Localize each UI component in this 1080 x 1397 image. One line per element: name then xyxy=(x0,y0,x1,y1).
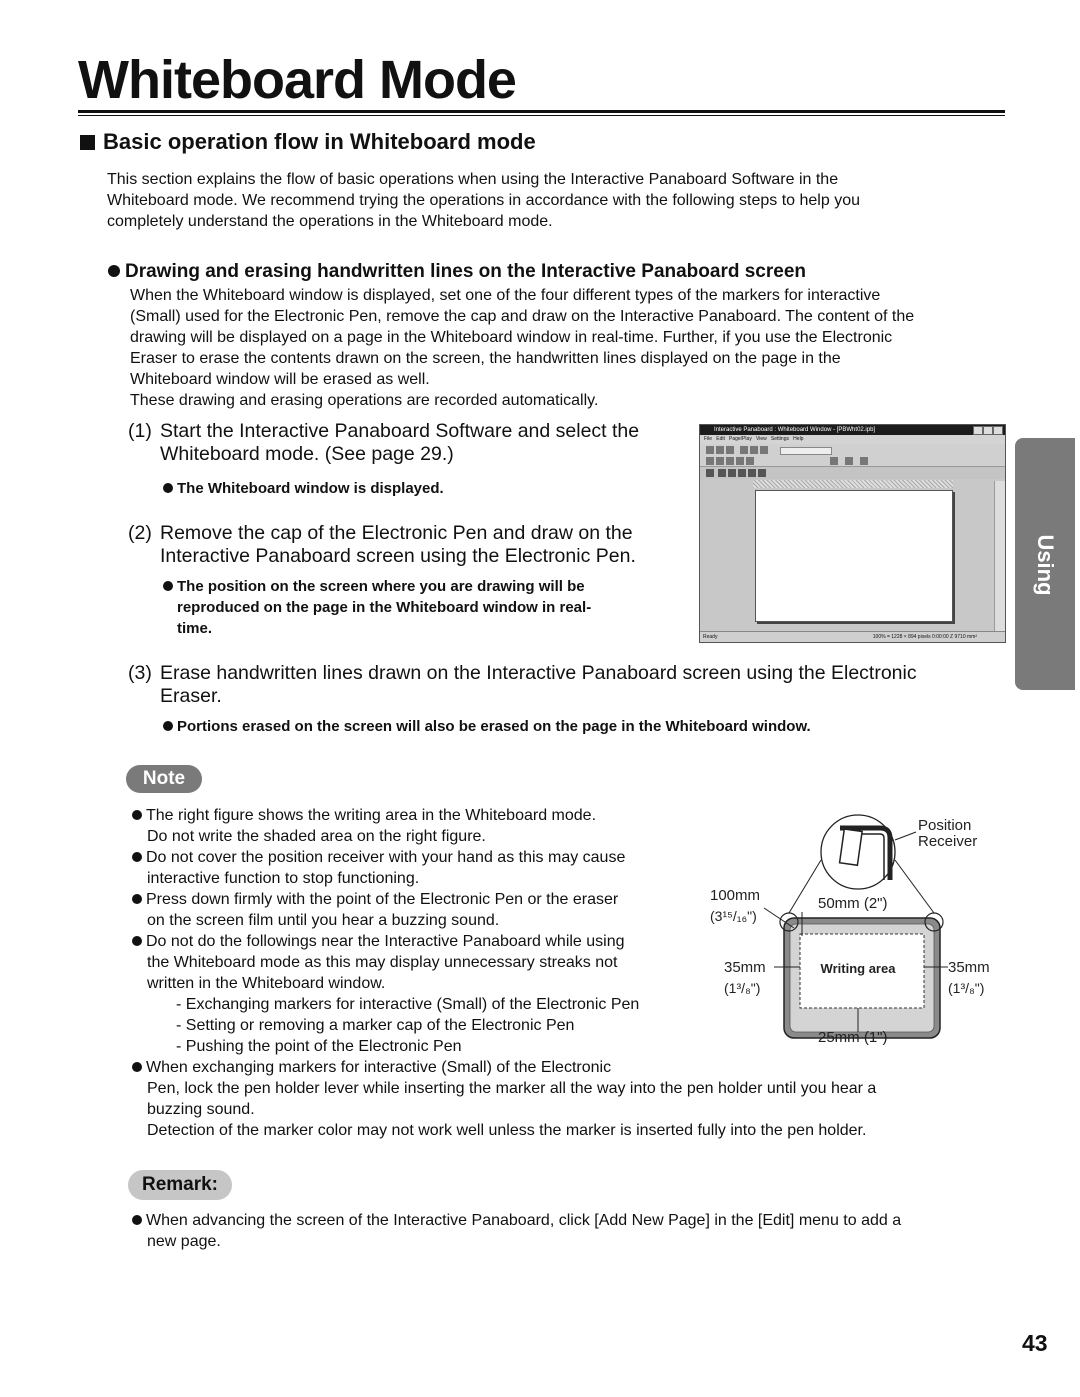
title-rule xyxy=(78,110,1005,113)
intro-line: Whiteboard mode. We recommend trying the operations in accordance with the following steps to help you xyxy=(107,192,860,209)
side-tab-label: Using xyxy=(1033,534,1058,596)
note-text: Do not do the followings near the Interactive Panaboard while using xyxy=(146,933,625,950)
sub-paragraph xyxy=(130,285,1000,390)
menu-file: File xyxy=(704,436,713,442)
dim-35mm-right-inch: (1³/₈") xyxy=(948,980,985,996)
circle-bullet-icon xyxy=(163,721,173,731)
step-note-text: reproduced on the page in the Whiteboard window in real- xyxy=(177,599,592,616)
step-text: Erase handwritten lines drawn on the Interactive Panaboard screen using the Electronic xyxy=(160,662,917,684)
note-text: the Whiteboard mode as this may display unnecessary streaks not xyxy=(147,954,618,971)
note-text: The right figure shows the writing area in the Whiteboard mode. xyxy=(146,807,597,824)
note-text: Do not cover the position receiver with your hand as this may cause xyxy=(146,849,626,866)
title-rule-thin xyxy=(78,115,1005,116)
whiteboard-window-screenshot xyxy=(699,424,1006,643)
section-heading xyxy=(80,128,536,156)
sub-paragraph-line: Eraser to erase the contents drawn on the screen, the handwritten lines displayed on the page in the xyxy=(130,350,841,367)
step-1-note xyxy=(163,478,444,499)
step-text: Whiteboard mode. (See page 29.) xyxy=(160,443,454,465)
note-text: Do not write the shaded area on the right figure. xyxy=(147,828,486,845)
dim-35mm-left: 35mm xyxy=(724,959,766,976)
position-label: Position xyxy=(918,817,972,834)
writing-area-diagram xyxy=(690,810,1010,1060)
note-text: Pen, lock the pen holder lever while inserting the marker all the way into the pen holder until you hear a xyxy=(147,1080,877,1097)
window-toolbar xyxy=(700,444,1005,467)
circle-bullet-icon xyxy=(163,483,173,493)
step-2 xyxy=(128,522,636,568)
circle-bullet-icon xyxy=(108,265,120,277)
pen-toolbar xyxy=(700,467,1005,479)
whiteboard-page xyxy=(755,490,953,622)
step-3-note xyxy=(163,716,811,737)
step-text: Interactive Panaboard screen using the Electronic Pen. xyxy=(160,545,636,567)
maximize-icon xyxy=(983,426,993,435)
step-number: (1) xyxy=(128,420,152,442)
circle-bullet-icon xyxy=(132,1062,142,1072)
vertical-scrollbar xyxy=(994,481,1005,631)
step-note-text: The Whiteboard window is displayed. xyxy=(177,480,444,497)
circle-bullet-icon xyxy=(132,936,142,946)
note-text: When exchanging markers for interactive (Small) of the Electronic xyxy=(146,1059,612,1076)
step-3 xyxy=(128,662,1008,708)
remark-line: When advancing the screen of the Interactive Panaboard, click [Add New Page] in the [Edit] menu to add a xyxy=(146,1212,902,1229)
page-title: Whiteboard Mode xyxy=(78,50,516,110)
shaded-area xyxy=(753,480,953,488)
note-text: buzzing sound. xyxy=(147,1101,255,1118)
square-bullet-icon xyxy=(80,135,95,150)
menu-edit: Edit xyxy=(716,436,725,442)
step-number: (2) xyxy=(128,522,152,544)
close-icon xyxy=(993,426,1003,435)
note-text: written in the Whiteboard window. xyxy=(147,975,386,992)
dim-25mm: 25mm (1") xyxy=(818,1029,888,1046)
note-subitem: - Exchanging markers for interactive (Small) of the Electronic Pen xyxy=(176,996,640,1013)
intro-line: This section explains the flow of basic operations when using the Interactive Panaboard Software in the xyxy=(107,171,839,188)
step-2-note xyxy=(163,576,673,639)
step-text: Start the Interactive Panaboard Software and select the xyxy=(160,420,640,442)
receiver-label: Receiver xyxy=(918,833,978,850)
circle-bullet-icon xyxy=(132,1215,142,1225)
note-text: interactive function to stop functioning. xyxy=(147,870,420,887)
sub-paragraph-line: Whiteboard window will be erased as well. xyxy=(130,371,430,388)
circle-bullet-icon xyxy=(132,894,142,904)
sub-paragraph-line: (Small) used for the Electronic Pen, remove the cap and draw on the Interactive Panaboard. The content of the xyxy=(130,308,915,325)
note-text: Press down firmly with the point of the Electronic Pen or the eraser xyxy=(146,891,619,908)
page-number: 43 xyxy=(1022,1330,1048,1356)
menu-view: View xyxy=(756,436,767,442)
step-text: Remove the cap of the Electronic Pen and draw on the xyxy=(160,522,633,544)
intro-line: completely understand the operations in the Whiteboard mode. xyxy=(107,213,553,230)
sub-heading xyxy=(108,260,806,284)
note-text: on the screen film until you hear a buzzing sound. xyxy=(147,912,500,929)
step-number: (3) xyxy=(128,662,152,684)
menu-page-play: Page/Play xyxy=(729,436,752,442)
window-titlebar xyxy=(700,425,1005,435)
step-note-text: The position on the screen where you are drawing will be xyxy=(177,578,585,595)
minimize-icon xyxy=(973,426,983,435)
section-heading-text: Basic operation flow in Whiteboard mode xyxy=(103,129,536,154)
step-text: Eraser. xyxy=(160,685,222,707)
dim-35mm-left-inch: (1³/₈") xyxy=(724,980,761,996)
note-text: Detection of the marker color may not work well unless the marker is inserted fully into the pen holder. xyxy=(147,1122,867,1139)
step-note-text: Portions erased on the screen will also be erased on the page in the Whiteboard window. xyxy=(177,718,811,735)
menu-help: Help xyxy=(793,436,804,442)
circle-bullet-icon xyxy=(132,852,142,862)
step-1 xyxy=(128,420,639,466)
intro-paragraph xyxy=(107,169,987,232)
sub-paragraph-line: drawing will be displayed on a page in the Whiteboard window in real-time. Further, if you use the Electronic xyxy=(130,329,893,346)
writing-area-label: Writing area xyxy=(820,961,896,976)
note-label: Note xyxy=(126,765,202,793)
dim-35mm-right: 35mm xyxy=(948,959,990,976)
sub-heading-text: Drawing and erasing handwritten lines on the Interactive Panaboard screen xyxy=(125,261,807,282)
circle-bullet-icon xyxy=(163,581,173,591)
remark-text xyxy=(132,1210,992,1252)
step-note-text: time. xyxy=(177,620,213,637)
sub-paragraph-2: These drawing and erasing operations are recorded automatically. xyxy=(130,392,599,409)
receiver-icon xyxy=(840,829,863,865)
dim-100mm: 100mm xyxy=(710,887,761,904)
status-bar xyxy=(700,631,1005,642)
remark-label: Remark: xyxy=(128,1170,232,1200)
window-menubar xyxy=(700,435,1005,444)
sub-paragraph-line: When the Whiteboard window is displayed, set one of the four different types of the markers for interactive xyxy=(130,287,881,304)
note-subitem: - Pushing the point of the Electronic Pen xyxy=(176,1038,462,1055)
circle-bullet-icon xyxy=(132,810,142,820)
menu-settings: Settings xyxy=(770,436,789,442)
status-right: 100% = 1228 × 894 pixels 0:00:00 Z 9710 mm² xyxy=(872,634,977,640)
window-title: Interactive Panaboard : Whiteboard Window - [PBWht02.ipb] xyxy=(714,427,876,433)
dim-50mm: 50mm (2") xyxy=(818,895,888,912)
dim-100mm-inch: (3¹⁵/₁₆") xyxy=(710,908,757,924)
remark-line: new page. xyxy=(147,1233,221,1250)
note-subitem: - Setting or removing a marker cap of the Electronic Pen xyxy=(176,1017,575,1034)
status-left: Ready xyxy=(703,634,718,640)
